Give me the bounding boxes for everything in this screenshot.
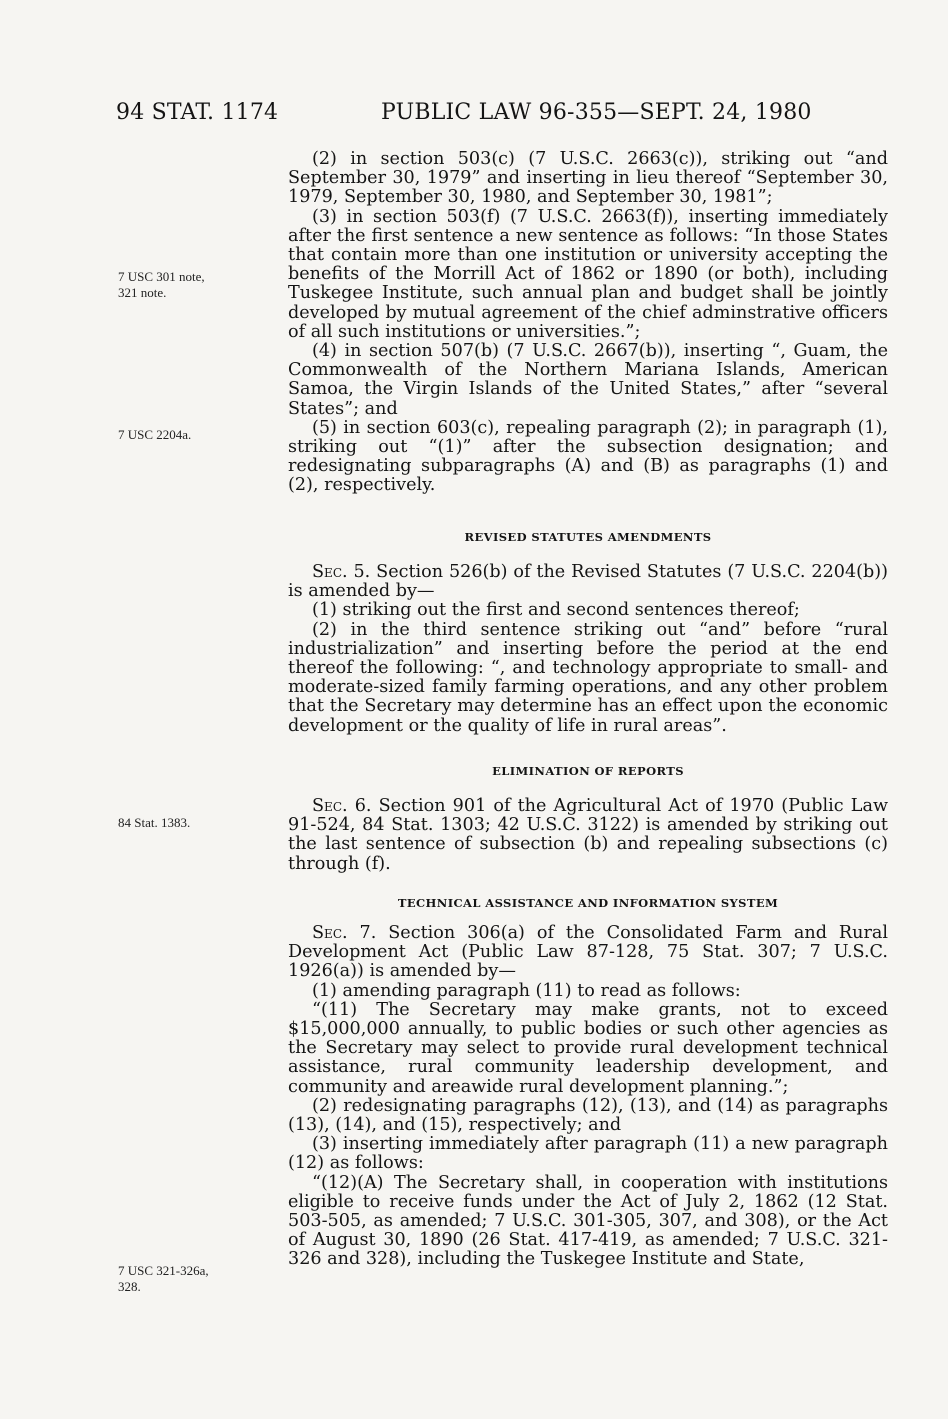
section-5-intro: Sec. 5. Section 526(b) of the Revised Statutes (7 U.S.C. 2204(b)) is amended by— <box>288 562 889 602</box>
page-title: PUBLIC LAW 96-355—SEPT. 24, 1980 <box>381 100 812 125</box>
amendments-continued <box>288 150 888 496</box>
section-number: Sec. 7. <box>312 923 377 943</box>
margin-note-7-usc-301: 7 USC 301 note, 321 note. <box>118 269 205 300</box>
section-7 <box>288 924 888 1270</box>
section-7-item-1: (1) amending paragraph (11) to read as follows: <box>312 980 741 1001</box>
section-heading-technical-assistance: TECHNICAL ASSISTANCE AND INFORMATION SYSTEM <box>397 896 779 910</box>
section-7-item-3: (3) inserting immediately after paragraph (11) a new paragraph (12) as follows: <box>288 1134 888 1174</box>
paragraph-2: (2) in section 503(c) (7 U.S.C. 2663(c)), striking out “and September 30, 1979” and inserting in lieu thereof “September 30, 1979, September 30, 1980, and September 30, 1981”; <box>288 149 888 208</box>
section-5 <box>288 563 888 736</box>
section-heading-revised-statutes: REVISED STATUTES AMENDMENTS <box>464 530 712 544</box>
section-number: Sec. 5. <box>312 562 371 582</box>
section-7-paragraph-12a: “(12)(A) The Secretary shall, in cooperation with institutions eligible to receive funds under the Act of July 2, 1862 (12 Stat. 503-505, as amended; 7 U.S.C. 301-305, 307, and 308), or the Act of August 30, 1890 (26 Stat. 417-419, as amended; 7 U.S.C. 321-326 and 328), including the Tuskegee Institute and State, <box>288 1172 888 1270</box>
section-6-text: Sec. 6. Section 901 of the Agricultural Act of 1970 (Public Law 91-524, 84 Stat. 1303; 42 U.S.C. 3122) is amended by striking out the last sentence of subsection (b) and repealing subsections (c) through (f). <box>288 796 888 874</box>
margin-note-84-stat: 84 Stat. 1383. <box>118 815 191 830</box>
section-7-paragraph-11: “(11) The Secretary may make grants, not to exceed $15,000,000 annually, to public bodies or such other agencies as the Secretary may select to provide rural development technical assistance, rural community leadership development, and community and areawide rural development planning.”; <box>288 999 888 1097</box>
paragraph-3: (3) in section 503(f) (7 U.S.C. 2663(f)), inserting immediately after the first sentence a new sentence as follows: “In those States that contain more than one institution or university accepting the benefits of the Morrill Act of 1862 or 1890 (or both), including Tuskegee Institute, such annual plan and budget shall be jointly developed by mutual agreement of the chief adminstrative officers of all such institutions or universities.”; <box>288 206 888 342</box>
section-heading-elimination-of-reports: ELIMINATION OF REPORTS <box>492 764 684 778</box>
section-7-item-2: (2) redesignating paragraphs (12), (13), and (14) as paragraphs (13), (14), and (15), respectively; and <box>288 1095 888 1136</box>
paragraph-5: (5) in section 603(c), repealing paragraph (2); in paragraph (1), striking out “(1)” after the subsection designation; and redesignating subparagraphs (A) and (B) as paragraphs (1) and (2), respectively. <box>288 417 888 496</box>
section-7-intro: Sec. 7. Section 306(a) of the Consolidated Farm and Rural Development Act (Public Law 87-128, 75 Stat. 307; 7 U.S.C. 1926(a)) is amended by— <box>288 923 888 982</box>
section-number: Sec. 6. <box>312 796 372 816</box>
section-5-item-2: (2) in the third sentence striking out “and” before “rural industrialization” and inserting before the period at the end thereof the following: “, and technology appropriate to small- and moderate-sized family farming operations, and any other problem that the Secretary may determine has an effect upon the economic development or the quality of life in rural areas”. <box>288 619 888 736</box>
paragraph-4: (4) in section 507(b) (7 U.S.C. 2667(b)), inserting “, Guam, the Commonwealth of the Northern Mariana Islands, American Samoa, the Virgin Islands of the United States,” after “several States”; and <box>288 341 888 419</box>
margin-note-7-usc-321: 7 USC 321-326a, 328. <box>118 1263 209 1294</box>
section-5-item-1: (1) striking out the first and second sentences thereof; <box>312 600 800 621</box>
margin-note-7-usc-2204a: 7 USC 2204a. <box>118 427 192 442</box>
section-6 <box>288 797 888 874</box>
page-stat-number: 94 STAT. 1174 <box>116 100 279 125</box>
